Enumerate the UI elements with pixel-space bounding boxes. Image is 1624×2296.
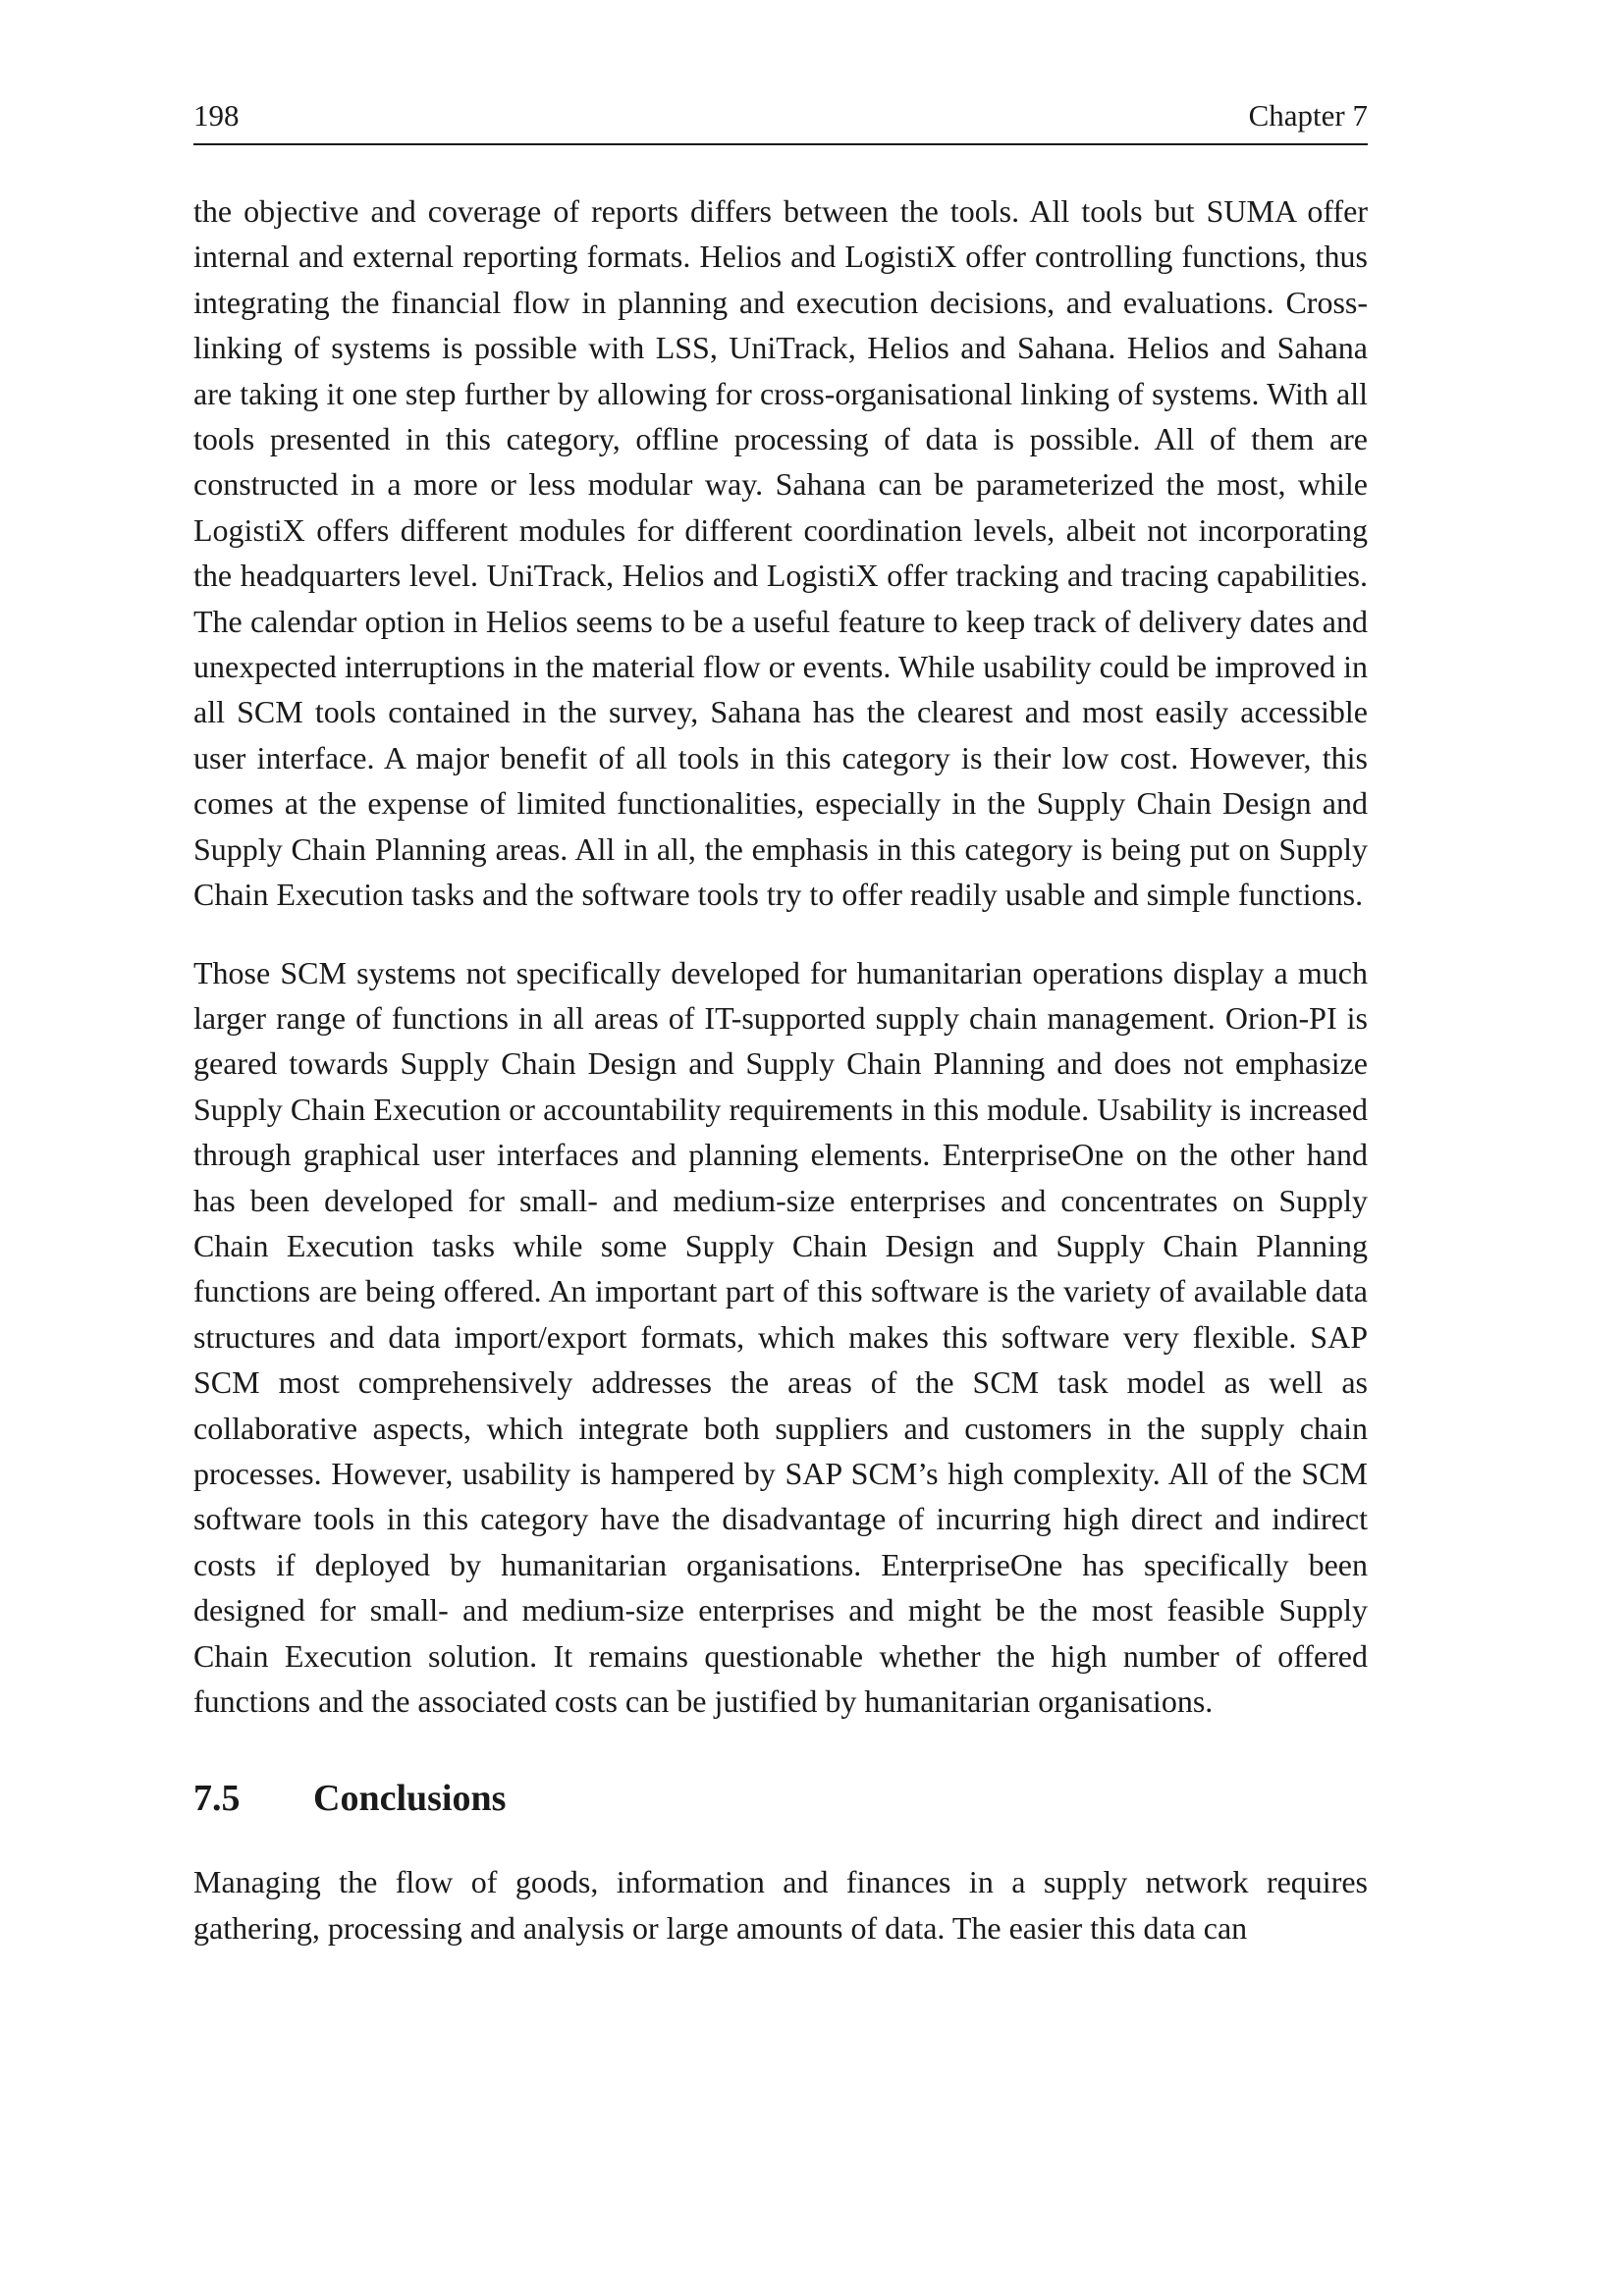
paragraph-scm-systems: Those SCM systems not specifically developed for humanitarian operations display a much larger range of functions in all areas of IT-supported supply chain management. Orion-PI is geared towards Supply Chain Design and Supply Chain Planning and does not emphasize Supply Chain Execution or accountability requirements in this module. Usability is increased through graphical user interfaces and planning elements. EnterpriseOne on the other hand has been developed for small- and medium-size enterprises and concentrates on Supply Chain Execution tasks while some Supply Chain Design and Supply Chain Planning functions are being offered. An important part of this software is the variety of available data structures and data import/export formats, which makes this software very flexible. SAP SCM most comprehensively addresses the areas of the SCM task model as well as collaborative aspects, which integrate both suppliers and customers in the supply chain processes. However, usability is hampered by SAP SCM’s high complexity. All of the SCM software tools in this category have the disadvantage of incurring high direct and indirect costs if deployed by humanitarian organisations. EnterpriseOne has specifically been designed for small- and medium-size enterprises and might be the most feasible Supply Chain Execution solution. It remains questionable whether the high number of offered functions and the associated costs can be justified by humanitarian organisations. bbox=[193, 954, 1368, 1719]
section-number: 7.5 bbox=[193, 1778, 241, 1820]
paragraph-tool-comparison: the objective and coverage of reports differs between the tools. All tools but SUMA offer internal and external reporting formats. Helios and LogistiX offer controlling functions, thus integrating the financial flow in planning and execution decisions, and evaluations. Cross-linking of systems is possible with LSS, UniTrack, Helios and Sahana. Helios and Sahana are taking it one step further by allowing for cross-organisational linking of systems. With all tools presented in this category, offline processing of data is possible. All of them are constructed in a more or less modular way. Sahana can be parameterized the most, while LogistiX offers different modules for different coordination levels, albeit not incorporating the headquarters level. UniTrack, Helios and LogistiX offer tracking and tracing capabilities. The calendar option in Helios seems to be a useful feature to keep track of delivery dates and unexpected interruptions in the material flow or events. While usability could be improved in all SCM tools contained in the survey, Sahana has the clearest and most easily accessible user interface. A major benefit of all tools in this category is their low cost. However, this comes at the expense of limited functionalities, especially in the Supply Chain Design and Supply Chain Planning areas. All in all, the emphasis in this category is being put on Supply Chain Execution tasks and the software tools try to offer readily usable and simple functions. bbox=[193, 193, 1368, 913]
paragraph-conclusions: Managing the flow of goods, information and finances in a supply network requires gathering, processing and analysis or large amounts of data. The easier this data can bbox=[193, 1864, 1368, 1946]
chapter-label: Chapter 7 bbox=[1248, 98, 1368, 133]
section-title: Conclusions bbox=[313, 1778, 507, 1820]
page-number: 198 bbox=[193, 98, 240, 133]
book-page bbox=[193, 0, 1368, 2296]
section-heading bbox=[193, 1774, 1368, 1823]
body-text bbox=[193, 188, 1368, 1983]
running-header bbox=[193, 94, 1368, 145]
